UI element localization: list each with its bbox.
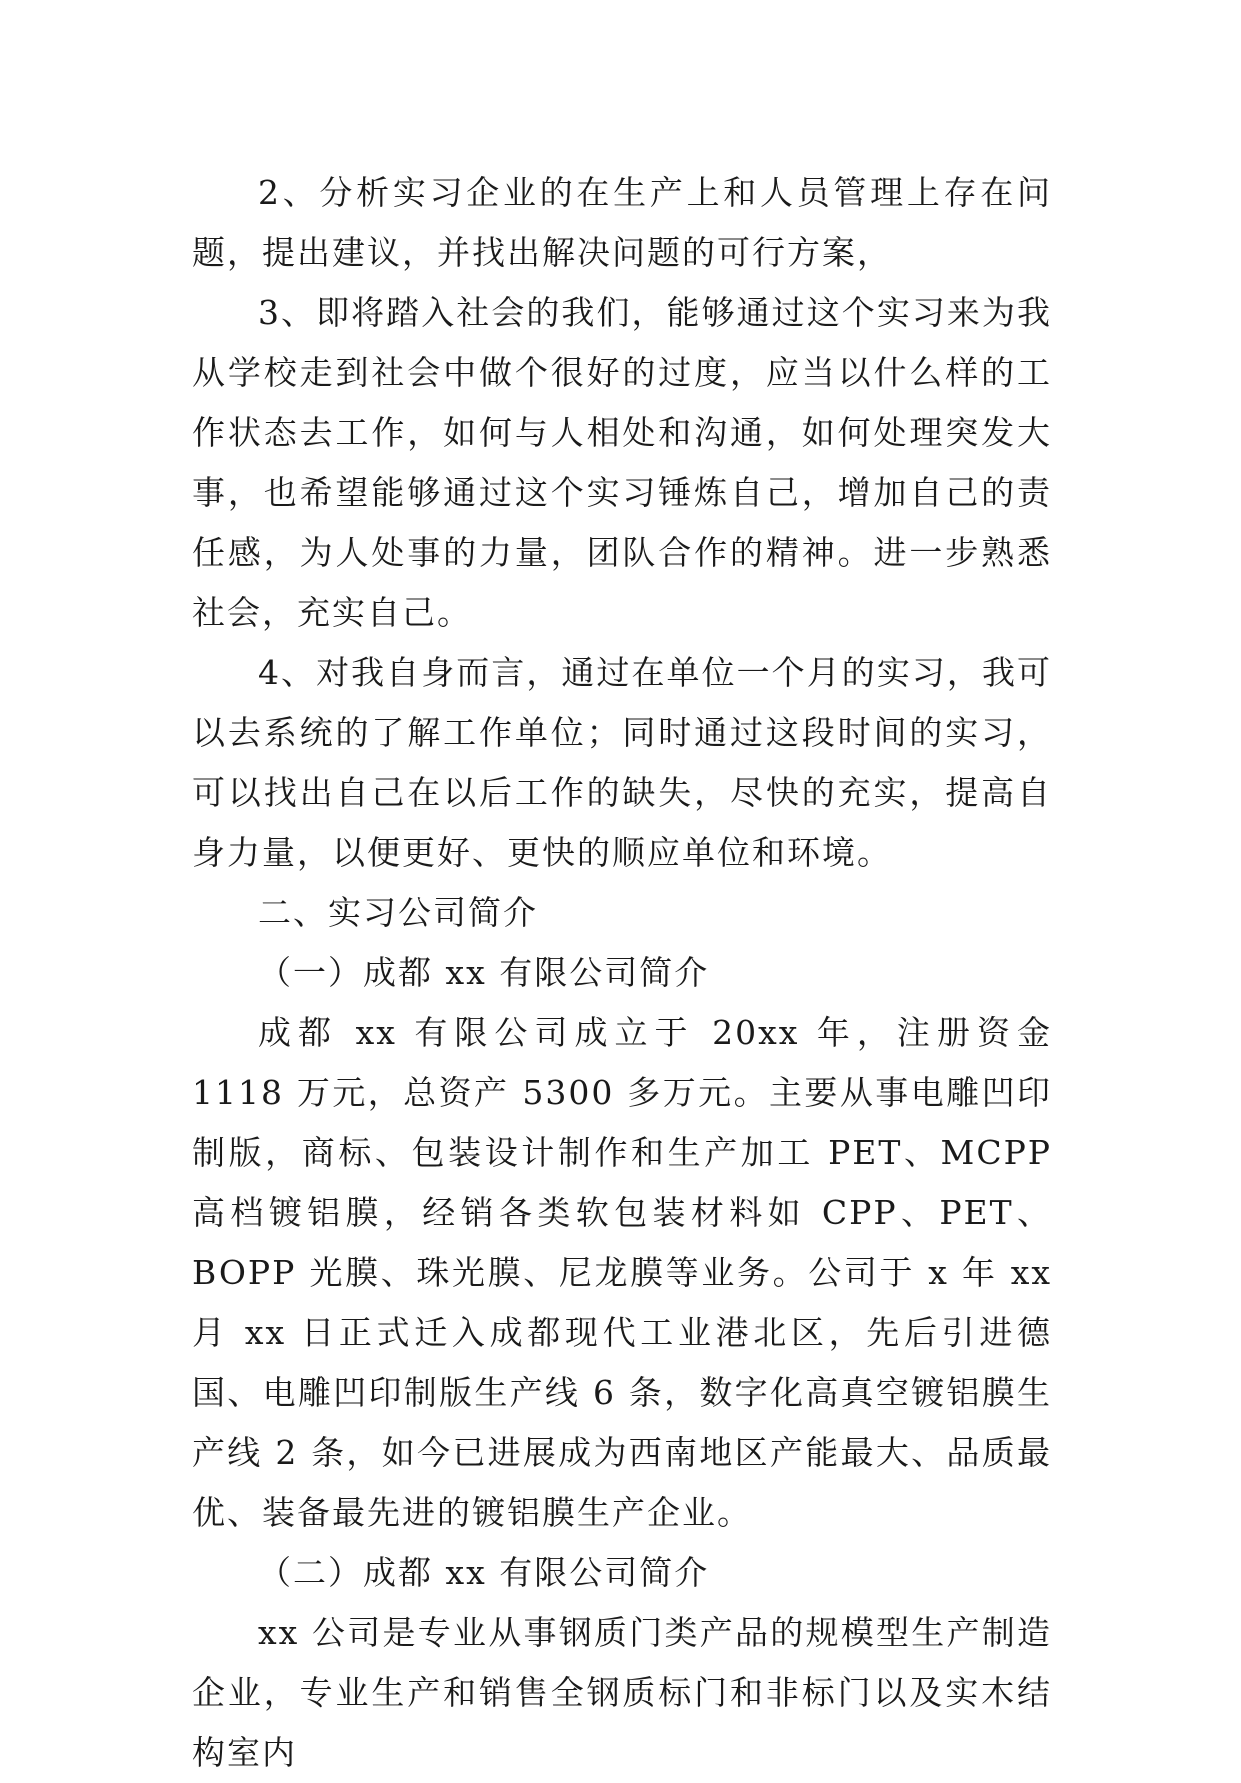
subsection-body-1: 成都 xx 有限公司成立于 20xx 年，注册资金 1118 万元，总资产 5300 多万元。主要从事电雕凹印制版，商标、包装设计制作和生产加工 PET、MCPP 高档镀铝膜，经销各类软包装材料如 CPP、PET、BOPP 光膜、珠光膜、尼龙膜等业务。公司于 x 年 xx 月 xx 日正式迁入成都现代工业港北区，先后引进德国、电雕凹印制版生产线 6 条，数字化高真空镀铝膜生产线 2 条，如今已进展成为西南地区产能最大、品质最优、装备最先进的镀铝膜生产企业。 — [192, 1013, 1052, 1532]
subsection-heading-1: （一）成都 xx 有限公司简介 — [258, 953, 710, 992]
paragraph-item-2: 2、分析实习企业的在生产上和人员管理上存在问题，提出建议，并找出解决问题的可行方案， — [192, 173, 1052, 272]
document-body — [192, 163, 1052, 1783]
subsection-heading-2: （二）成都 xx 有限公司简介 — [258, 1553, 710, 1592]
section-heading: 二、实习公司简介 — [258, 893, 538, 932]
paragraph-item-4: 4、对我自身而言，通过在单位一个月的实习，我可以去系统的了解工作单位；同时通过这段时间的实习，可以找出自己在以后工作的缺失，尽快的充实，提高自身力量，以便更好、更快的顺应单位和环境。 — [192, 653, 1052, 872]
subsection-body-2: xx 公司是专业从事钢质门类产品的规模型生产制造企业，专业生产和销售全钢质标门和非标门以及实木结构室内 — [192, 1613, 1052, 1772]
paragraph-item-3: 3、即将踏入社会的我们，能够通过这个实习来为我从学校走到社会中做个很好的过度，应当以什么样的工作状态去工作，如何与人相处和沟通，如何处理突发大事，也希望能够通过这个实习锤炼自己，增加自己的责任感，为人处事的力量，团队合作的精神。进一步熟悉社会，充实自己。 — [192, 293, 1052, 632]
